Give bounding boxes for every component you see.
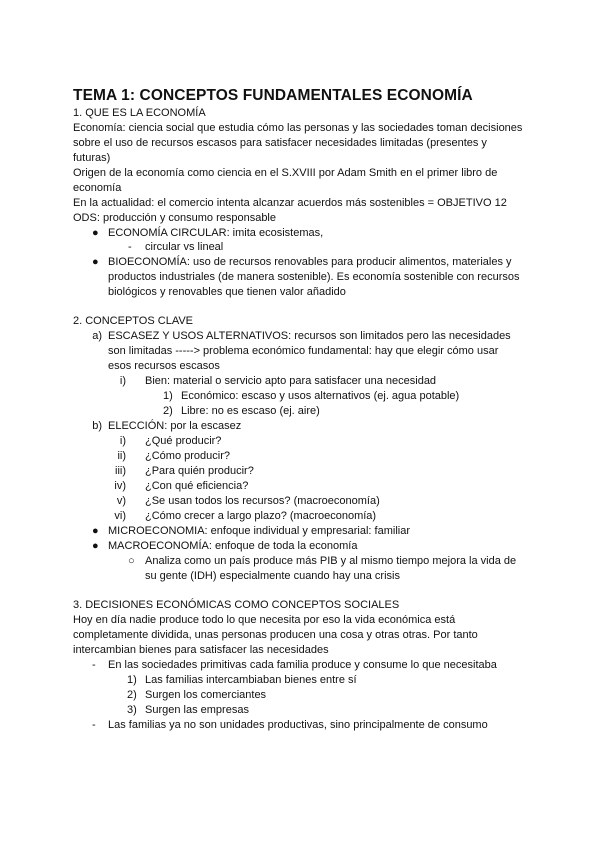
list-item-line: esos recursos escasos [108, 360, 220, 372]
bullet-marker: ● [92, 525, 99, 537]
list-item-line: son limitadas -----> problema económico fundamental: hay que elegir cómo usar [108, 345, 499, 357]
list-item: ELECCIÓN: por la escasez [108, 420, 242, 432]
circle-bullet-marker: ○ [128, 555, 135, 567]
section-2-heading: 2. CONCEPTOS CLAVE [73, 315, 194, 327]
list-item: Las familias intercambiaban bienes entre sí [145, 674, 357, 686]
list-item-line: biológicos y renovables que tienen valor añadido [108, 286, 346, 298]
list-marker: vi) [114, 510, 126, 522]
list-marker: i) [119, 435, 126, 447]
list-item-line: su gente (IDH) especialmente cuando hay una crisis [145, 570, 400, 582]
list-item: circular vs lineal [145, 241, 224, 253]
list-marker: 3) [127, 704, 137, 716]
list-item: BIOECONOMÍA: uso de recursos renovables para producir alimentos, materiales y [108, 256, 512, 268]
paragraph-line: futuras) [73, 152, 111, 164]
paragraph-line: intercambian bienes para satisfacer las necesidades [73, 644, 329, 656]
list-item: Surgen los comerciantes [145, 689, 267, 701]
list-item: MICROECONOMIA: enfoque individual y empresarial: familiar [108, 525, 410, 537]
list-item: En las sociedades primitivas cada familia produce y consume lo que necesitaba [108, 659, 497, 671]
list-item: Las familias ya no son unidades productivas, sino principalmente de consumo [108, 719, 488, 731]
list-item: ¿Cómo producir? [145, 450, 230, 462]
dash-marker: - [128, 241, 132, 253]
list-item: ¿Para quién producir? [145, 465, 254, 477]
list-item: Libre: no es escaso (ej. aire) [181, 405, 320, 417]
list-marker: i) [119, 375, 126, 387]
list-item: ¿Qué producir? [145, 435, 222, 447]
section-3-heading: 3. DECISIONES ECONÓMICAS COMO CONCEPTOS SOCIALES [73, 599, 400, 611]
list-marker: 1) [163, 390, 173, 402]
dash-marker: - [92, 719, 96, 731]
list-item: ¿Cómo crecer a largo plazo? (macroeconomía) [145, 510, 377, 522]
list-item: MACROECONOMÍA: enfoque de toda la economía [108, 540, 358, 552]
list-marker: ii) [117, 450, 126, 462]
list-item: Surgen las empresas [145, 704, 249, 716]
paragraph-line: En la actualidad: el comercio intenta alcanzar acuerdos más sostenibles = OBJETIVO 12 [73, 197, 507, 209]
bullet-marker: ● [92, 256, 99, 268]
paragraph-line: Hoy en día nadie produce todo lo que necesita por eso la vida económica está [73, 614, 456, 626]
dash-marker: - [92, 659, 96, 671]
list-item: ¿Se usan todos los recursos? (macroeconomía) [145, 495, 380, 507]
list-item: ESCASEZ Y USOS ALTERNATIVOS: recursos son limitados pero las necesidades [108, 330, 511, 342]
bullet-marker: ● [92, 540, 99, 552]
paragraph-line: sobre el uso de recursos escasos para satisfacer necesidades limitadas (presentes y [73, 137, 487, 149]
document-title: TEMA 1: CONCEPTOS FUNDAMENTALES ECONOMÍA [73, 87, 473, 104]
list-item: Analiza como un país produce más PIB y al mismo tiempo mejora la vida de [145, 555, 517, 567]
list-marker: a) [92, 330, 102, 342]
list-marker: v) [116, 495, 126, 507]
list-marker: 2) [127, 689, 137, 701]
list-marker: 2) [163, 405, 173, 417]
list-item: ¿Con qué eficiencia? [145, 480, 249, 492]
list-item-line: productos industriales (de manera sostenible). Es economía sostenible con recursos [108, 271, 520, 283]
bullet-marker: ● [92, 227, 99, 239]
list-marker: 1) [127, 674, 137, 686]
section-1-heading: 1. QUE ES LA ECONOMÍA [73, 107, 206, 119]
list-marker: iii) [115, 465, 126, 477]
list-item: Económico: escaso y usos alternativos (ej. agua potable) [181, 390, 460, 402]
paragraph-line: completamente dividida, unas personas producen una cosa y otras otras. Por tanto [73, 629, 478, 641]
list-item: Bien: material o servicio apto para satisfacer una necesidad [145, 375, 437, 387]
list-marker: b) [92, 420, 102, 432]
paragraph-line: Origen de la economía como ciencia en el S.XVIII por Adam Smith en el primer libro de [73, 167, 498, 179]
paragraph-line: economía [73, 182, 122, 194]
list-marker: iv) [114, 480, 126, 492]
paragraph-line: ODS: producción y consumo responsable [73, 212, 276, 224]
list-item: ECONOMÍA CIRCULAR: imita ecosistemas, [108, 227, 324, 239]
paragraph-line: Economía: ciencia social que estudia cómo las personas y las sociedades toman decisiones [73, 122, 523, 134]
